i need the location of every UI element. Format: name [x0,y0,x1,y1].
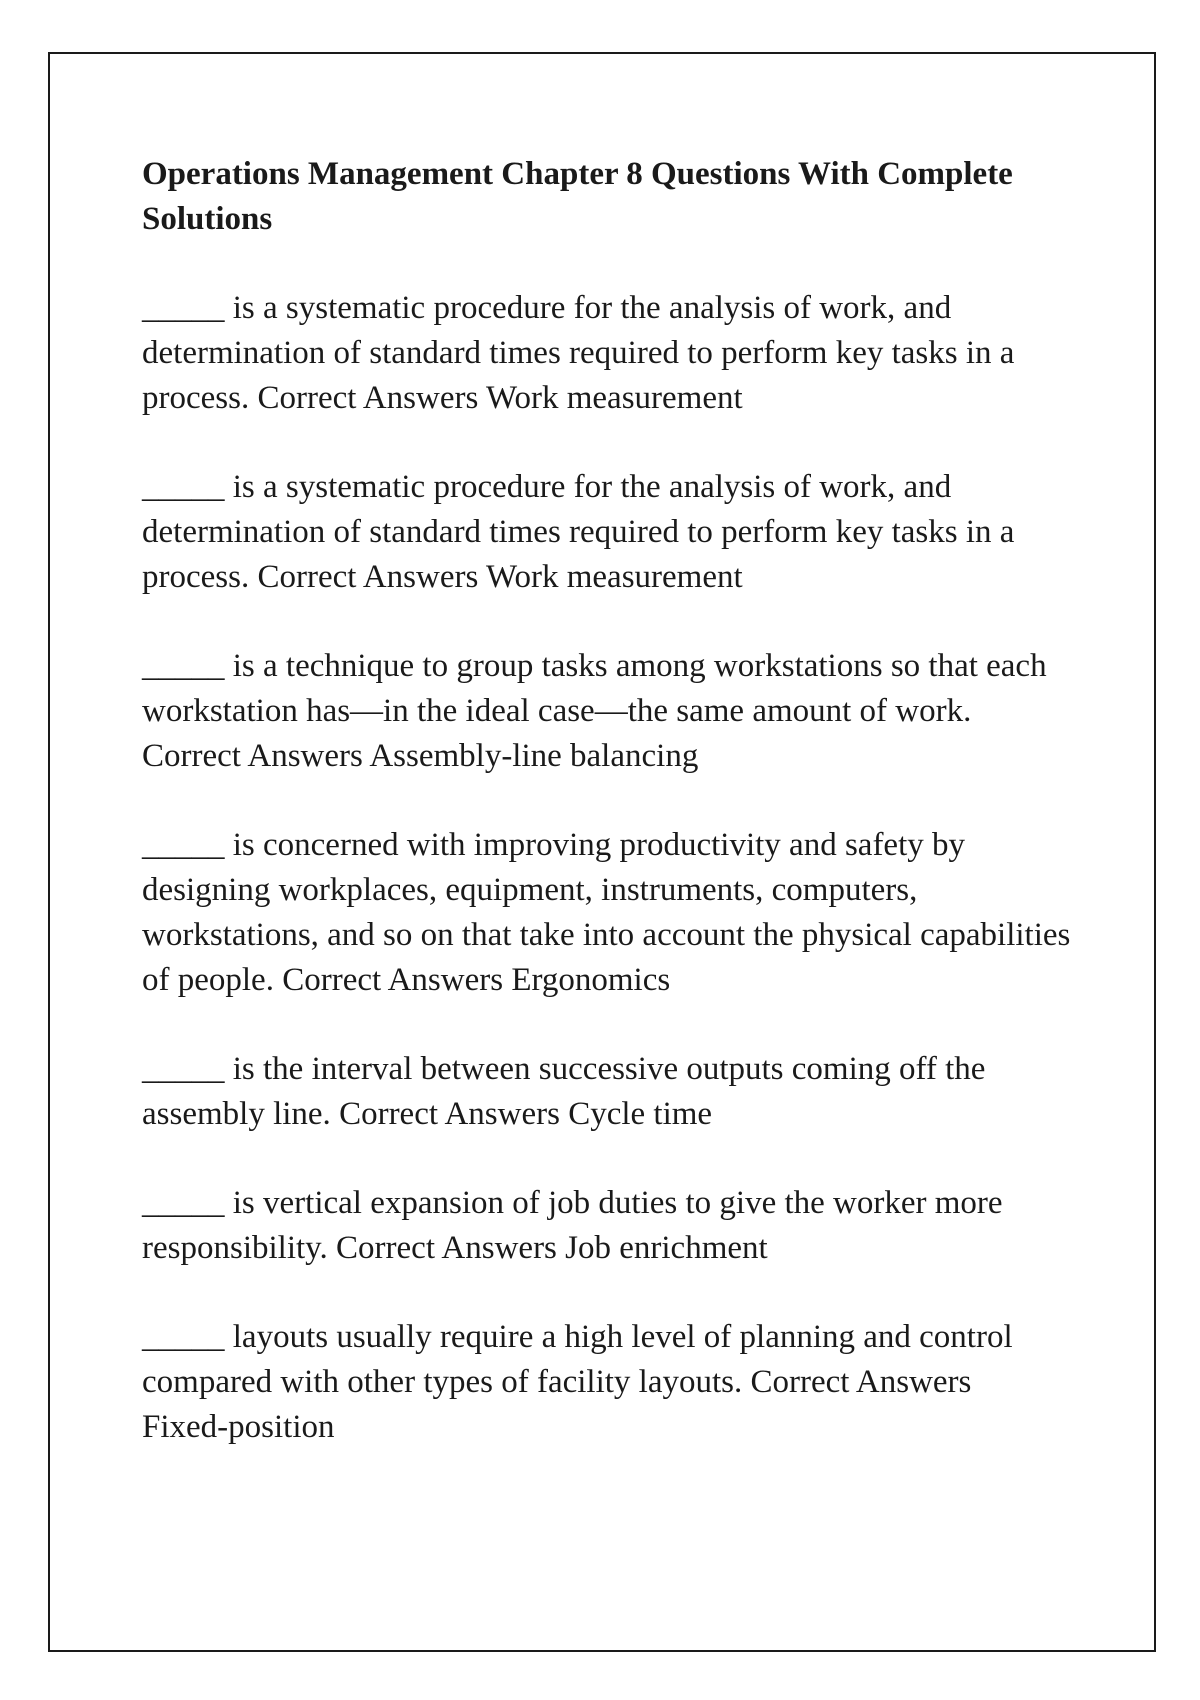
qa-item [142,1181,1072,1271]
question-text: _____ is a systematic procedure for the analysis of work, and determination of standard times required to perform key tasks in a process. [142,469,1015,595]
answer-text: Cycle time [568,1096,713,1132]
qa-item [142,465,1072,600]
answer-label: Correct Answers [750,1364,972,1400]
qa-item [142,1047,1072,1137]
document-body [142,152,1072,1494]
question-text: _____ layouts usually require a high level of planning and control compared with other types of facility layouts. [142,1319,1013,1400]
qa-item [142,644,1072,779]
answer-label: Correct Answers [339,1096,560,1132]
answer-label: Correct Answers [282,962,504,998]
answer-text: Ergonomics [511,962,671,998]
answer-label: Correct Answers [336,1230,557,1266]
question-text: _____ is vertical expansion of job duties to give the worker more responsibility. [142,1185,1003,1266]
qa-item [142,1315,1072,1450]
document-title: Operations Management Chapter 8 Questions With Complete Solutions [142,156,1013,237]
answer-text: Job enrichment [565,1230,768,1266]
question-text: _____ is the interval between successive outputs coming off the assembly line. [142,1051,986,1132]
question-text: _____ is a technique to group tasks among workstations so that each workstation has—in the ideal case—the same amount of work. [142,648,1047,729]
qa-item [142,823,1072,1003]
qa-item [142,286,1072,421]
answer-text: Assembly-line balancing [369,738,699,774]
answer-text: Work measurement [486,559,743,595]
answer-label: Correct Answers [257,380,479,416]
answer-label: Correct Answers [257,559,479,595]
answer-label: Correct Answers [142,738,363,774]
question-text: _____ is a systematic procedure for the analysis of work, and determination of standard times required to perform key tasks in a process. [142,290,1015,416]
answer-text: Work measurement [486,380,743,416]
answer-text: Fixed-position [142,1409,335,1445]
question-text: _____ is concerned with improving productivity and safety by designing workplaces, equipment, instruments, computers, workstations, and so on that take into account the physical capabilities of people. [142,827,1071,998]
